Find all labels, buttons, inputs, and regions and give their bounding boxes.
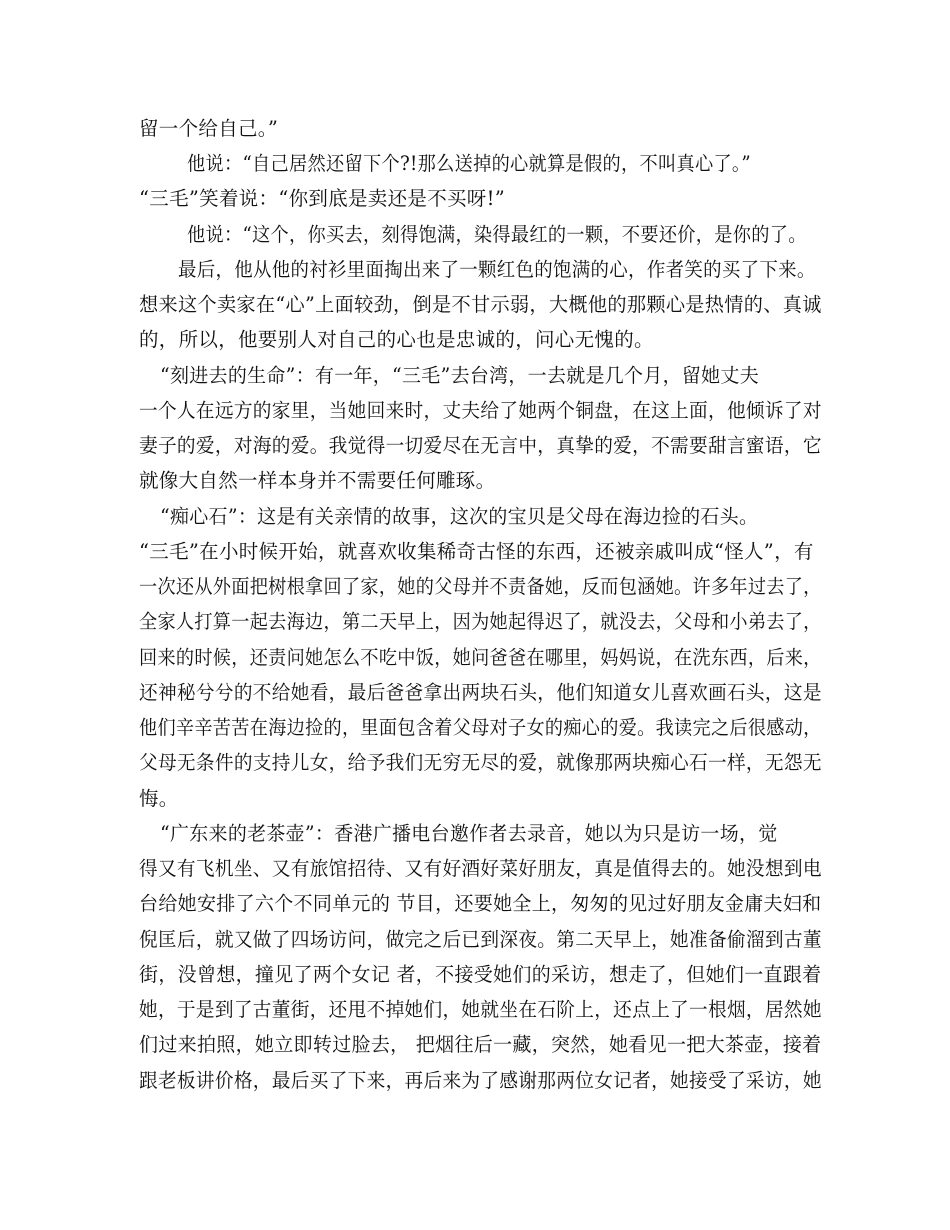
text-line: 跟老板讲价格，最后买了下来，再后来为了感谢那两位女记者，她接受了采访，她 xyxy=(139,1069,822,1092)
text-line: 回来的时候，还责问她怎么不吃中饭，她问爸爸在哪里，妈妈说，在洗东西，后来， xyxy=(139,646,822,669)
text-line: 倪匡后，就又做了四场访问，做完之后已到深夜。第二天早上，她准备偷溜到古董 xyxy=(139,928,822,951)
text-line: “三毛”笑着说：“你到底是卖还是不买呀!” xyxy=(139,187,506,210)
text-line: 得又有飞机坐、又有旅馆招待、又有好酒好菜好朋友，真是值得去的。她没想到电 xyxy=(139,857,822,880)
text-line: 台给她安排了六个不同单元的 节目，还要她全上，匆匆的见过好朋友金庸夫妇和 xyxy=(139,892,822,915)
text-line: “刻进去的生命”：有一年，“三毛”去台湾，一去就是几个月，留她丈夫 xyxy=(160,364,759,387)
text-line: 他们辛辛苦苦在海边捡的，里面包含着父母对子女的痴心的爱。我读完之后很感动， xyxy=(139,716,822,739)
text-line: 全家人打算一起去海边，第二天早上，因为她起得迟了，就没去，父母和小弟去了， xyxy=(139,610,822,633)
text-line: 一个人在远方的家里，当她回来时，丈夫给了她两个铜盘，在这上面，他倾诉了对 xyxy=(139,399,822,422)
text-line: 的，所以，他要别人对自己的心也是忠诚的，问心无愧的。 xyxy=(139,328,654,351)
text-line: 她，于是到了古董街，还甩不掉她们，她就坐在石阶上，还点上了一根烟，居然她 xyxy=(139,998,822,1021)
text-line: 留一个给自己。” xyxy=(139,117,279,140)
text-line: 最后，他从他的衬衫里面掏出来了一颗红色的饱满的心，作者笑的买了下来。 xyxy=(178,258,816,281)
text-line: 悔。 xyxy=(139,787,179,810)
text-line: “三毛”在小时候开始，就喜欢收集稀奇古怪的东西，还被亲戚叫成“怪人”，有 xyxy=(139,540,814,563)
text-line: “广东来的老茶壶”：香港广播电台邀作者去录音，她以为只是访一场，觉 xyxy=(160,822,778,845)
text-line: 想来这个卖家在“心”上面较劲，倒是不甘示弱，大概他的那颗心是热情的、真诚 xyxy=(139,293,822,316)
text-line: 还神秘兮兮的不给她看，最后爸爸拿出两块石头，他们知道女儿喜欢画石头，这是 xyxy=(139,681,822,704)
text-line: 就像大自然一样本身并不需要任何雕琢。 xyxy=(139,469,496,492)
text-line: 妻子的爱，对海的爱。我觉得一切爱尽在无言中，真挚的爱，不需要甜言蜜语，它 xyxy=(139,434,822,457)
text-line: 一次还从外面把树根拿回了家，她的父母并不责备她，反而包涵她。许多年过去了， xyxy=(139,575,822,598)
text-line: “痴心石”：这是有关亲情的故事，这次的宝贝是父母在海边捡的石头。 xyxy=(160,505,759,528)
text-line: 父母无条件的支持儿女，给予我们无穷无尽的爱，就像那两块痴心石一样，无怨无 xyxy=(139,751,822,774)
text-line: 他说：“这个，你买去，刻得饱满，染得最红的一颗，不要还价，是你的了。 xyxy=(187,223,807,246)
text-line: 他说：“自己居然还留下个?!那么送掉的心就算是假的，不叫真心了。” xyxy=(187,152,751,175)
text-line: 街，没曾想，撞见了两个女记 者，不接受她们的采访，想走了，但她们一直跟着 xyxy=(139,963,822,986)
text-line: 们过来拍照，她立即转过脸去， 把烟往后一藏，突然，她看见一把大茶壶，接着 xyxy=(139,1033,822,1056)
